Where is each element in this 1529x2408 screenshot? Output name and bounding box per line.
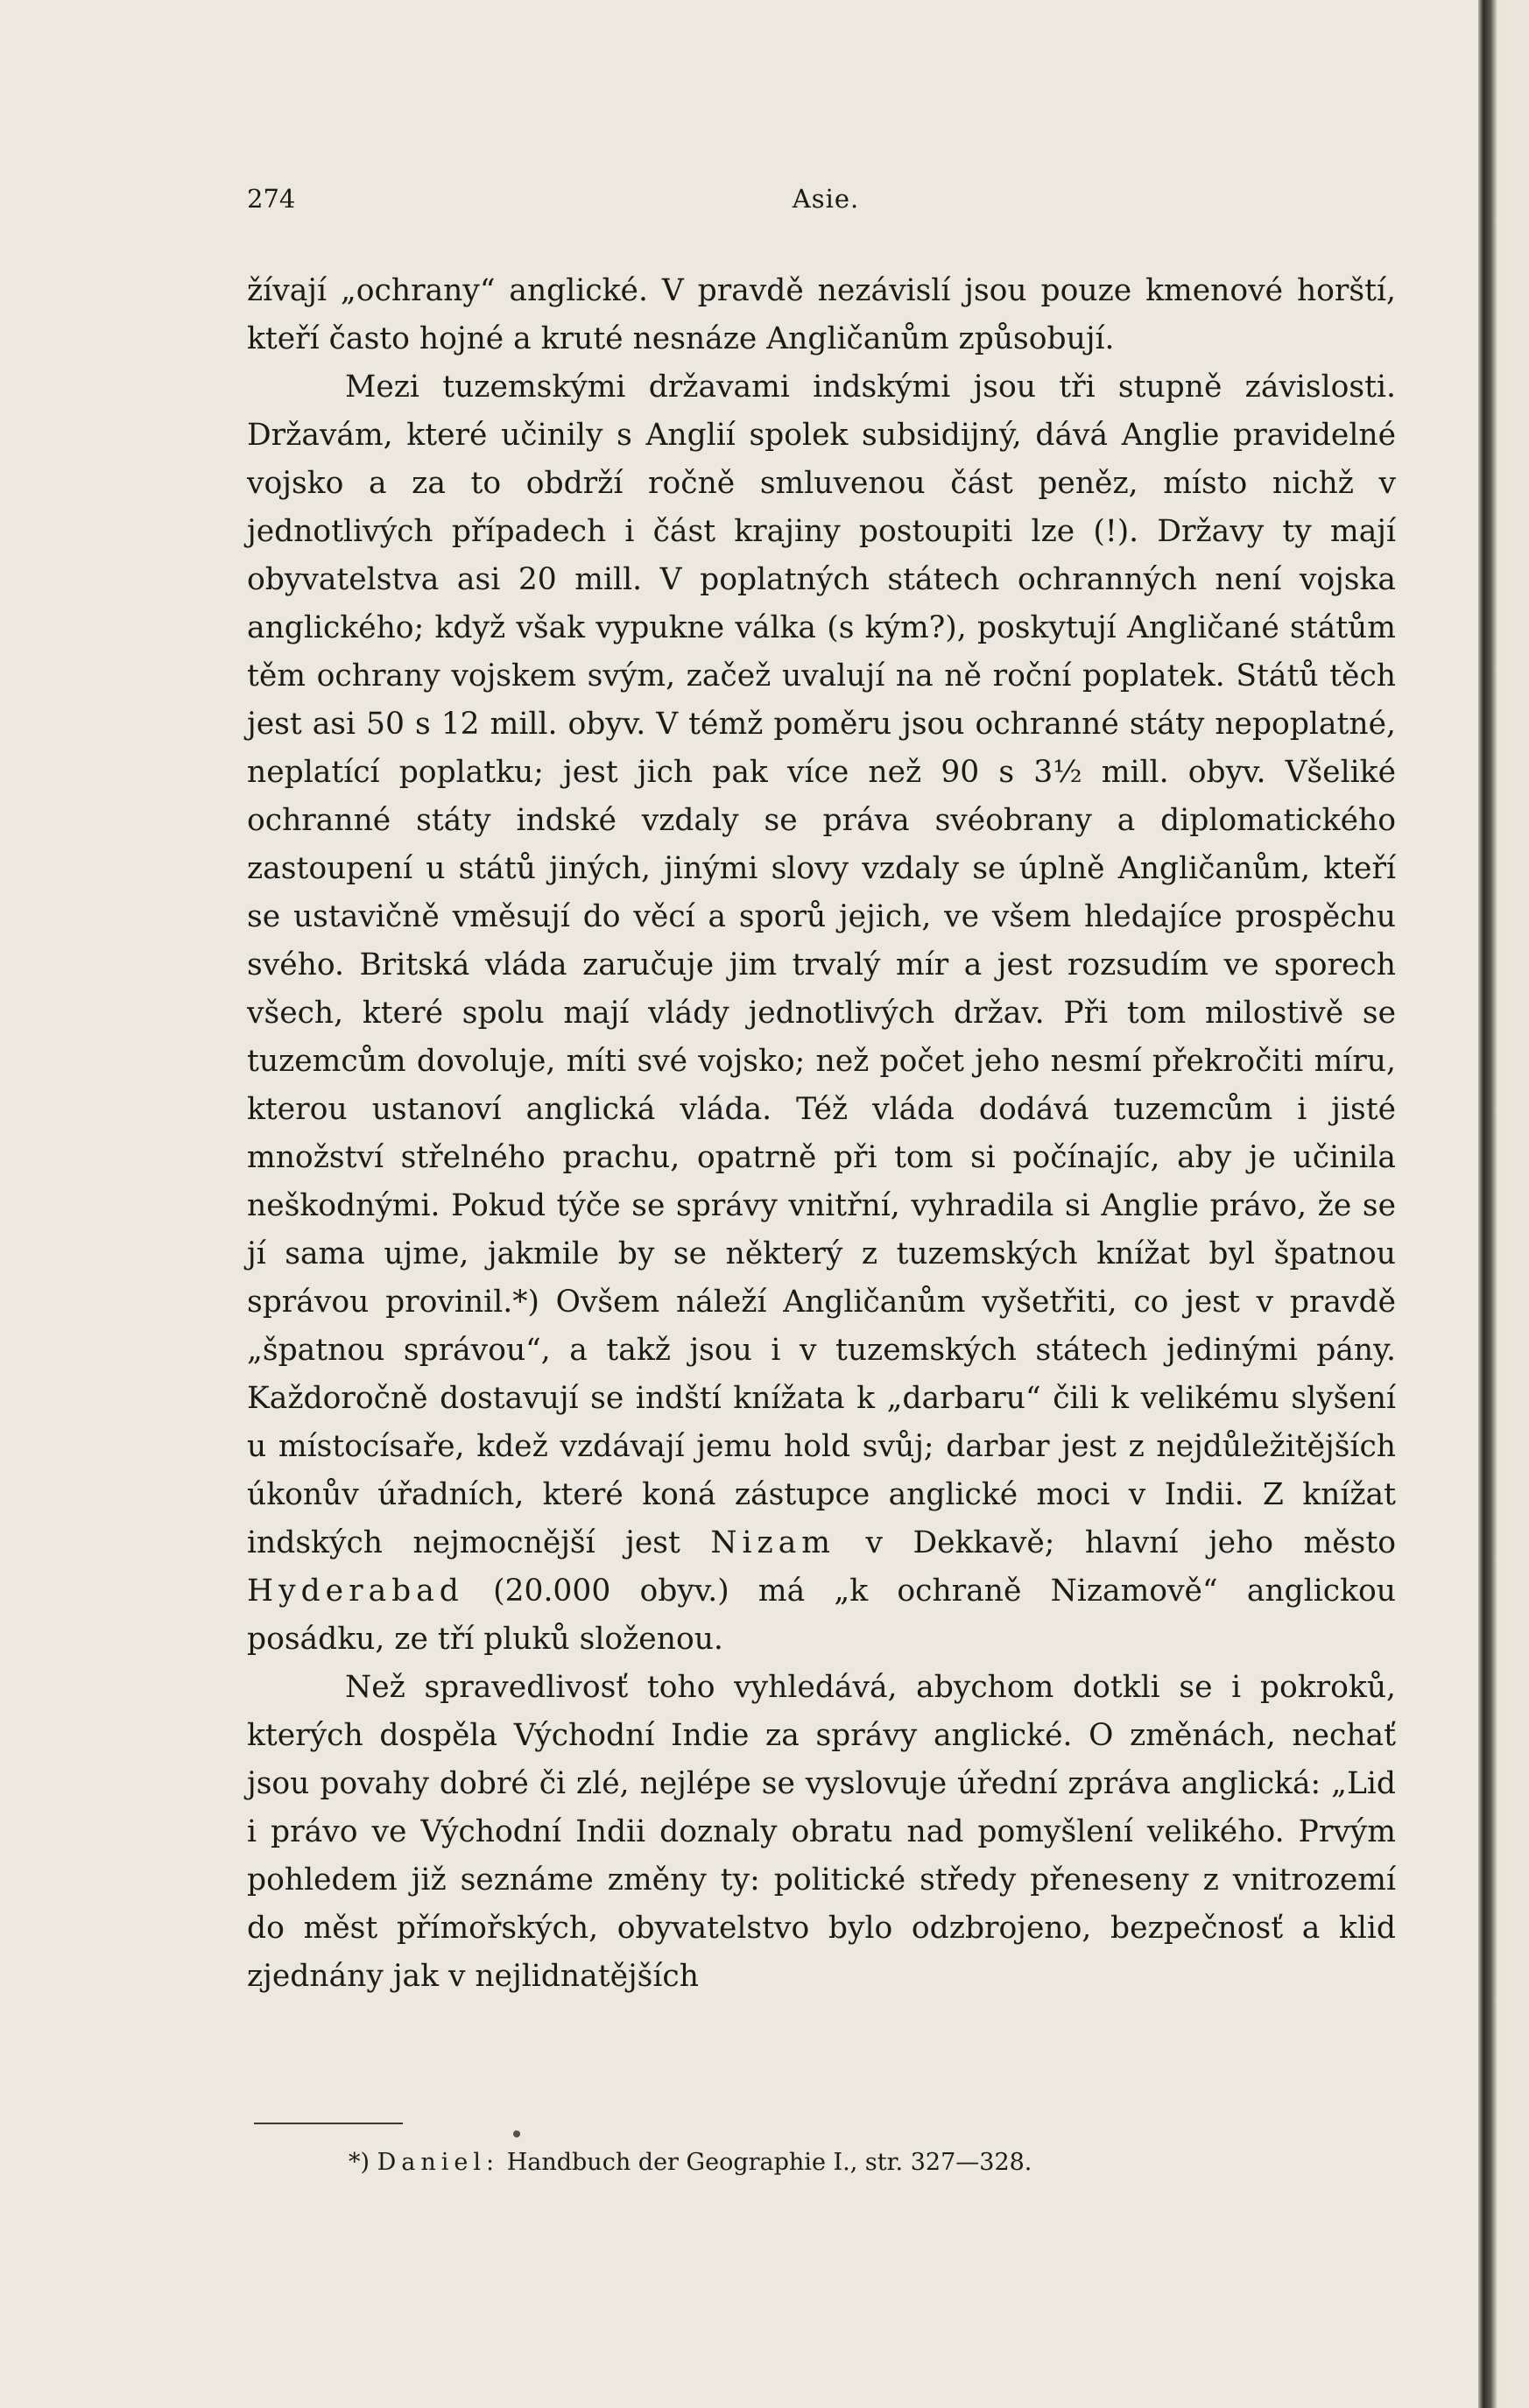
paragraph-2 xyxy=(247,363,1396,1664)
footnote-author: Daniel: xyxy=(377,2149,500,2176)
body-text xyxy=(247,267,1396,2001)
page-number: 274 xyxy=(247,184,296,214)
term-hyderabad: Hyderabad xyxy=(247,1574,464,1609)
footnote-divider xyxy=(254,2123,403,2124)
term-nizam: Nizam xyxy=(710,1525,835,1560)
footnote xyxy=(349,2145,1312,2180)
running-title: Asie. xyxy=(792,184,860,214)
paragraph-2-text-c: (20.000 obyv.) má „k ochraně Nizamově“ anglickou posádku, ze tří pluků složenou. xyxy=(247,1574,1396,1657)
footnote-marker: *) xyxy=(349,2149,370,2176)
paper-speck xyxy=(513,2130,520,2137)
running-head xyxy=(247,180,1405,218)
paragraph-2-text-a: Mezi tuzemskými državami indskými jsou tři stupně závislosti. Državám, které učinily s Anglií spolek subsidijný, dává Anglie pravidelné vojsko a za to obdrží ročně smluvenou část peněz, místo nichž v jednotlivých případech i část krajiny postoupiti lze (!). Državy ty mají obyvatelstva asi 20 mill. V poplatných státech ochranných není vojska anglického; když však vypukne válka (s kým?), poskytují Angličané státům těm ochrany vojskem svým, začež uvalují na ně roční poplatek. Států těch jest asi 50 s 12 mill. obyv. V témž poměru jsou ochranné státy nepoplatné, neplatící poplatku; jest jich pak více než 90 s 3½ mill. obyv. Všeliké ochranné státy indské vzdaly se práva svéobrany a diplomatického zastoupení u států jiných, jinými slovy vzdaly se úplně Angličanům, kteří se ustavičně vměsují do věcí a sporů jejich, ve všem hledajíce prospěchu svého. Britská vláda zaručuje jim trvalý mír a jest rozsudím ve sporech všech, které spolu mají vlády jednotlivých držav. Při tom milostivě se tuzemcům dovoluje, míti své vojsko; než počet jeho nesmí překročiti míru, kterou ustanoví anglická vláda. Též vláda dodává tuzemcům i jisté množství střelného prachu, opatrně při tom si počínajíc, aby je učinila neškodnými. Pokud týče se správy vnitřní, vyhradila si Anglie právo, že se jí sama ujme, jakmile by se některý z tuzemských knížat byl špatnou správou provinil.*) Ovšem náleží Angličanům vyšetřiti, co jest v pravdě „špatnou správou“, a takž jsou i v tuzemských státech jedinými pány. Každoročně dostavují se indští knížata k „darbaru“ čili k velikému slyšení u místocísaře, kdež vzdávají jemu hold svůj; darbar jest z nejdůležitějších úkonův úřadních, které koná zástupce anglické moci v Indii. Z knížat indských nejmocnější jest xyxy=(247,370,1396,1560)
book-spine-edge xyxy=(1478,0,1529,2408)
paragraph-3: Než spravedlivosť toho vyhledává, abychom dotkli se i pokroků, kterých dospěla Východní Indie za správy anglické. O změnách, nechať jsou povahy dobré či zlé, nejlépe se vyslovuje úřední zpráva anglická: „Lid i právo ve Východní Indii doznaly obratu nad pomyšlení velikého. Prvým pohledem již seznáme změny ty: politické středy přeneseny z vnitrozemí do měst přímořských, obyvatelstvo bylo odzbrojeno, bezpečnosť a klid zjednány jak v nejlidnatějších xyxy=(247,1670,1396,1994)
paragraph-2-text-b: v Dekkavě; hlavní jeho město xyxy=(835,1525,1397,1560)
footnote-text: Handbuch der Geographie I., str. 327—328. xyxy=(499,2149,1032,2176)
paragraph-1: žívají „ochrany“ anglické. V pravdě nezávislí jsou pouze kmenové horští, kteří často hojné a kruté nesnáze Angličanům způsobují. xyxy=(247,273,1396,356)
